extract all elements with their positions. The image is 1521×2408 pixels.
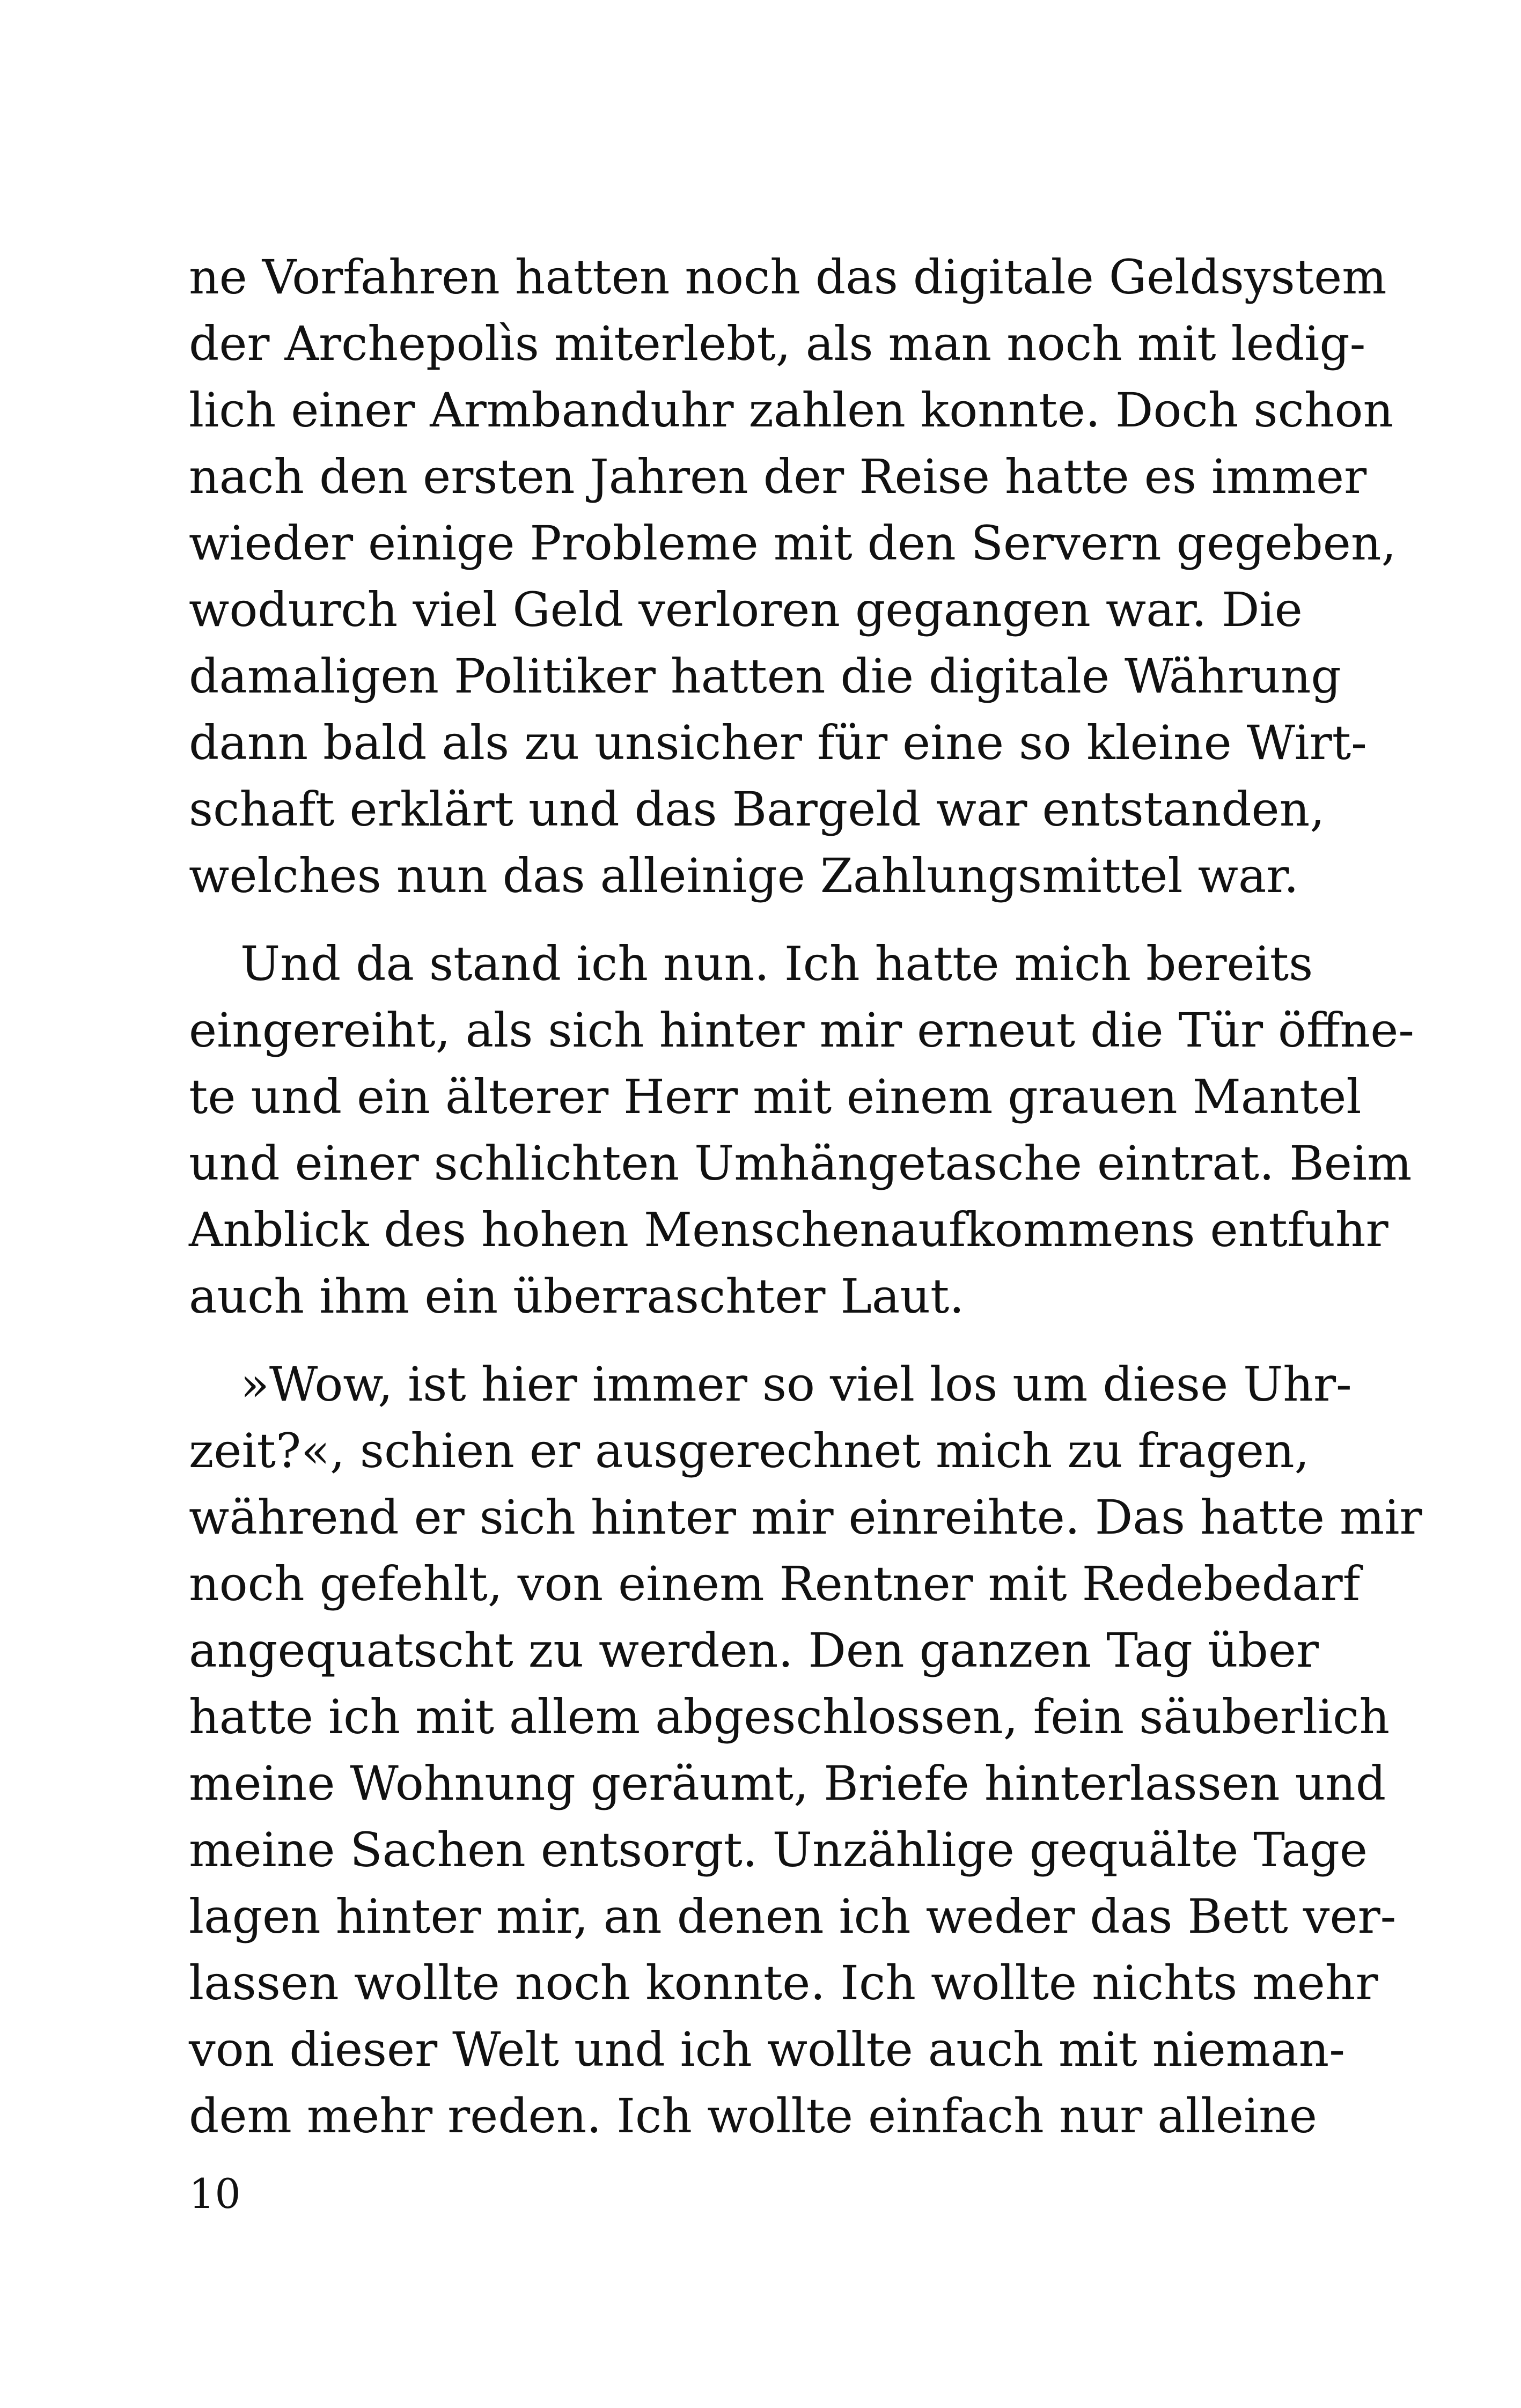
text-line: und einer schlichten Umhängetasche eintrat. Beim [189, 1136, 1412, 1191]
text-line: meine Sachen entsorgt. Unzählige gequälte Tage [189, 1822, 1368, 1877]
text-line: »Wow, ist hier immer so viel los um diese Uhr- [240, 1357, 1352, 1412]
text-line: Anblick des hohen Menschenaufkommens entfuhr [189, 1202, 1388, 1257]
text-line: der Archepolìs miterlebt, als man noch mit ledig- [189, 316, 1366, 371]
text-line: schaft erklärt und das Bargeld war entstanden, [189, 782, 1325, 837]
text-line: zeit?«, schien er ausgerechnet mich zu fragen, [189, 1423, 1310, 1478]
text-line: wieder einige Probleme mit den Servern gegeben, [189, 516, 1397, 571]
text-line: ne Vorfahren hatten noch das digitale Geldsystem [189, 249, 1387, 305]
text-line: lich einer Armbanduhr zahlen konnte. Doch schon [189, 382, 1394, 438]
text-line: von dieser Welt und ich wollte auch mit nieman- [189, 2022, 1345, 2077]
body-text [189, 244, 1422, 2149]
text-line: hatte ich mit allem abgeschlossen, fein säuberlich [189, 1689, 1390, 1744]
text-line: noch gefehlt, von einem Rentner mit Redebedarf [189, 1556, 1361, 1611]
text-line: Und da stand ich nun. Ich hatte mich bereits [240, 936, 1313, 991]
text-line: lagen hinter mir, an denen ich weder das Bett ver- [189, 1889, 1397, 1944]
text-line: lassen wollte noch konnte. Ich wollte nichts mehr [189, 1955, 1378, 2011]
paragraph-2 [189, 931, 1415, 1330]
text-line: damaligen Politiker hatten die digitale Währung [189, 649, 1341, 704]
text-line: dann bald als zu unsicher für eine so kleine Wirt- [189, 715, 1367, 770]
text-line: nach den ersten Jahren der Reise hatte es immer [189, 449, 1367, 504]
text-line: auch ihm ein überraschter Laut. [189, 1269, 965, 1324]
text-line: während er sich hinter mir einreihte. Das hatte mir [189, 1490, 1422, 1545]
paragraph-3 [189, 1351, 1422, 2149]
page-number: 10 [189, 2170, 241, 2218]
text-line: dem mehr reden. Ich wollte einfach nur alleine [189, 2088, 1317, 2144]
paragraph-1 [189, 244, 1397, 909]
text-line: angequatscht zu werden. Den ganzen Tag über [189, 1623, 1319, 1678]
text-line: wodurch viel Geld verloren gegangen war. Die [189, 582, 1303, 637]
text-line: welches nun das alleinige Zahlungsmittel war. [189, 848, 1299, 903]
text-line: eingereiht, als sich hinter mir erneut die Tür öffne- [189, 1003, 1415, 1058]
text-line: te und ein älterer Herr mit einem grauen Mantel [189, 1069, 1362, 1124]
text-line: meine Wohnung geräumt, Briefe hinterlassen und [189, 1756, 1386, 1811]
